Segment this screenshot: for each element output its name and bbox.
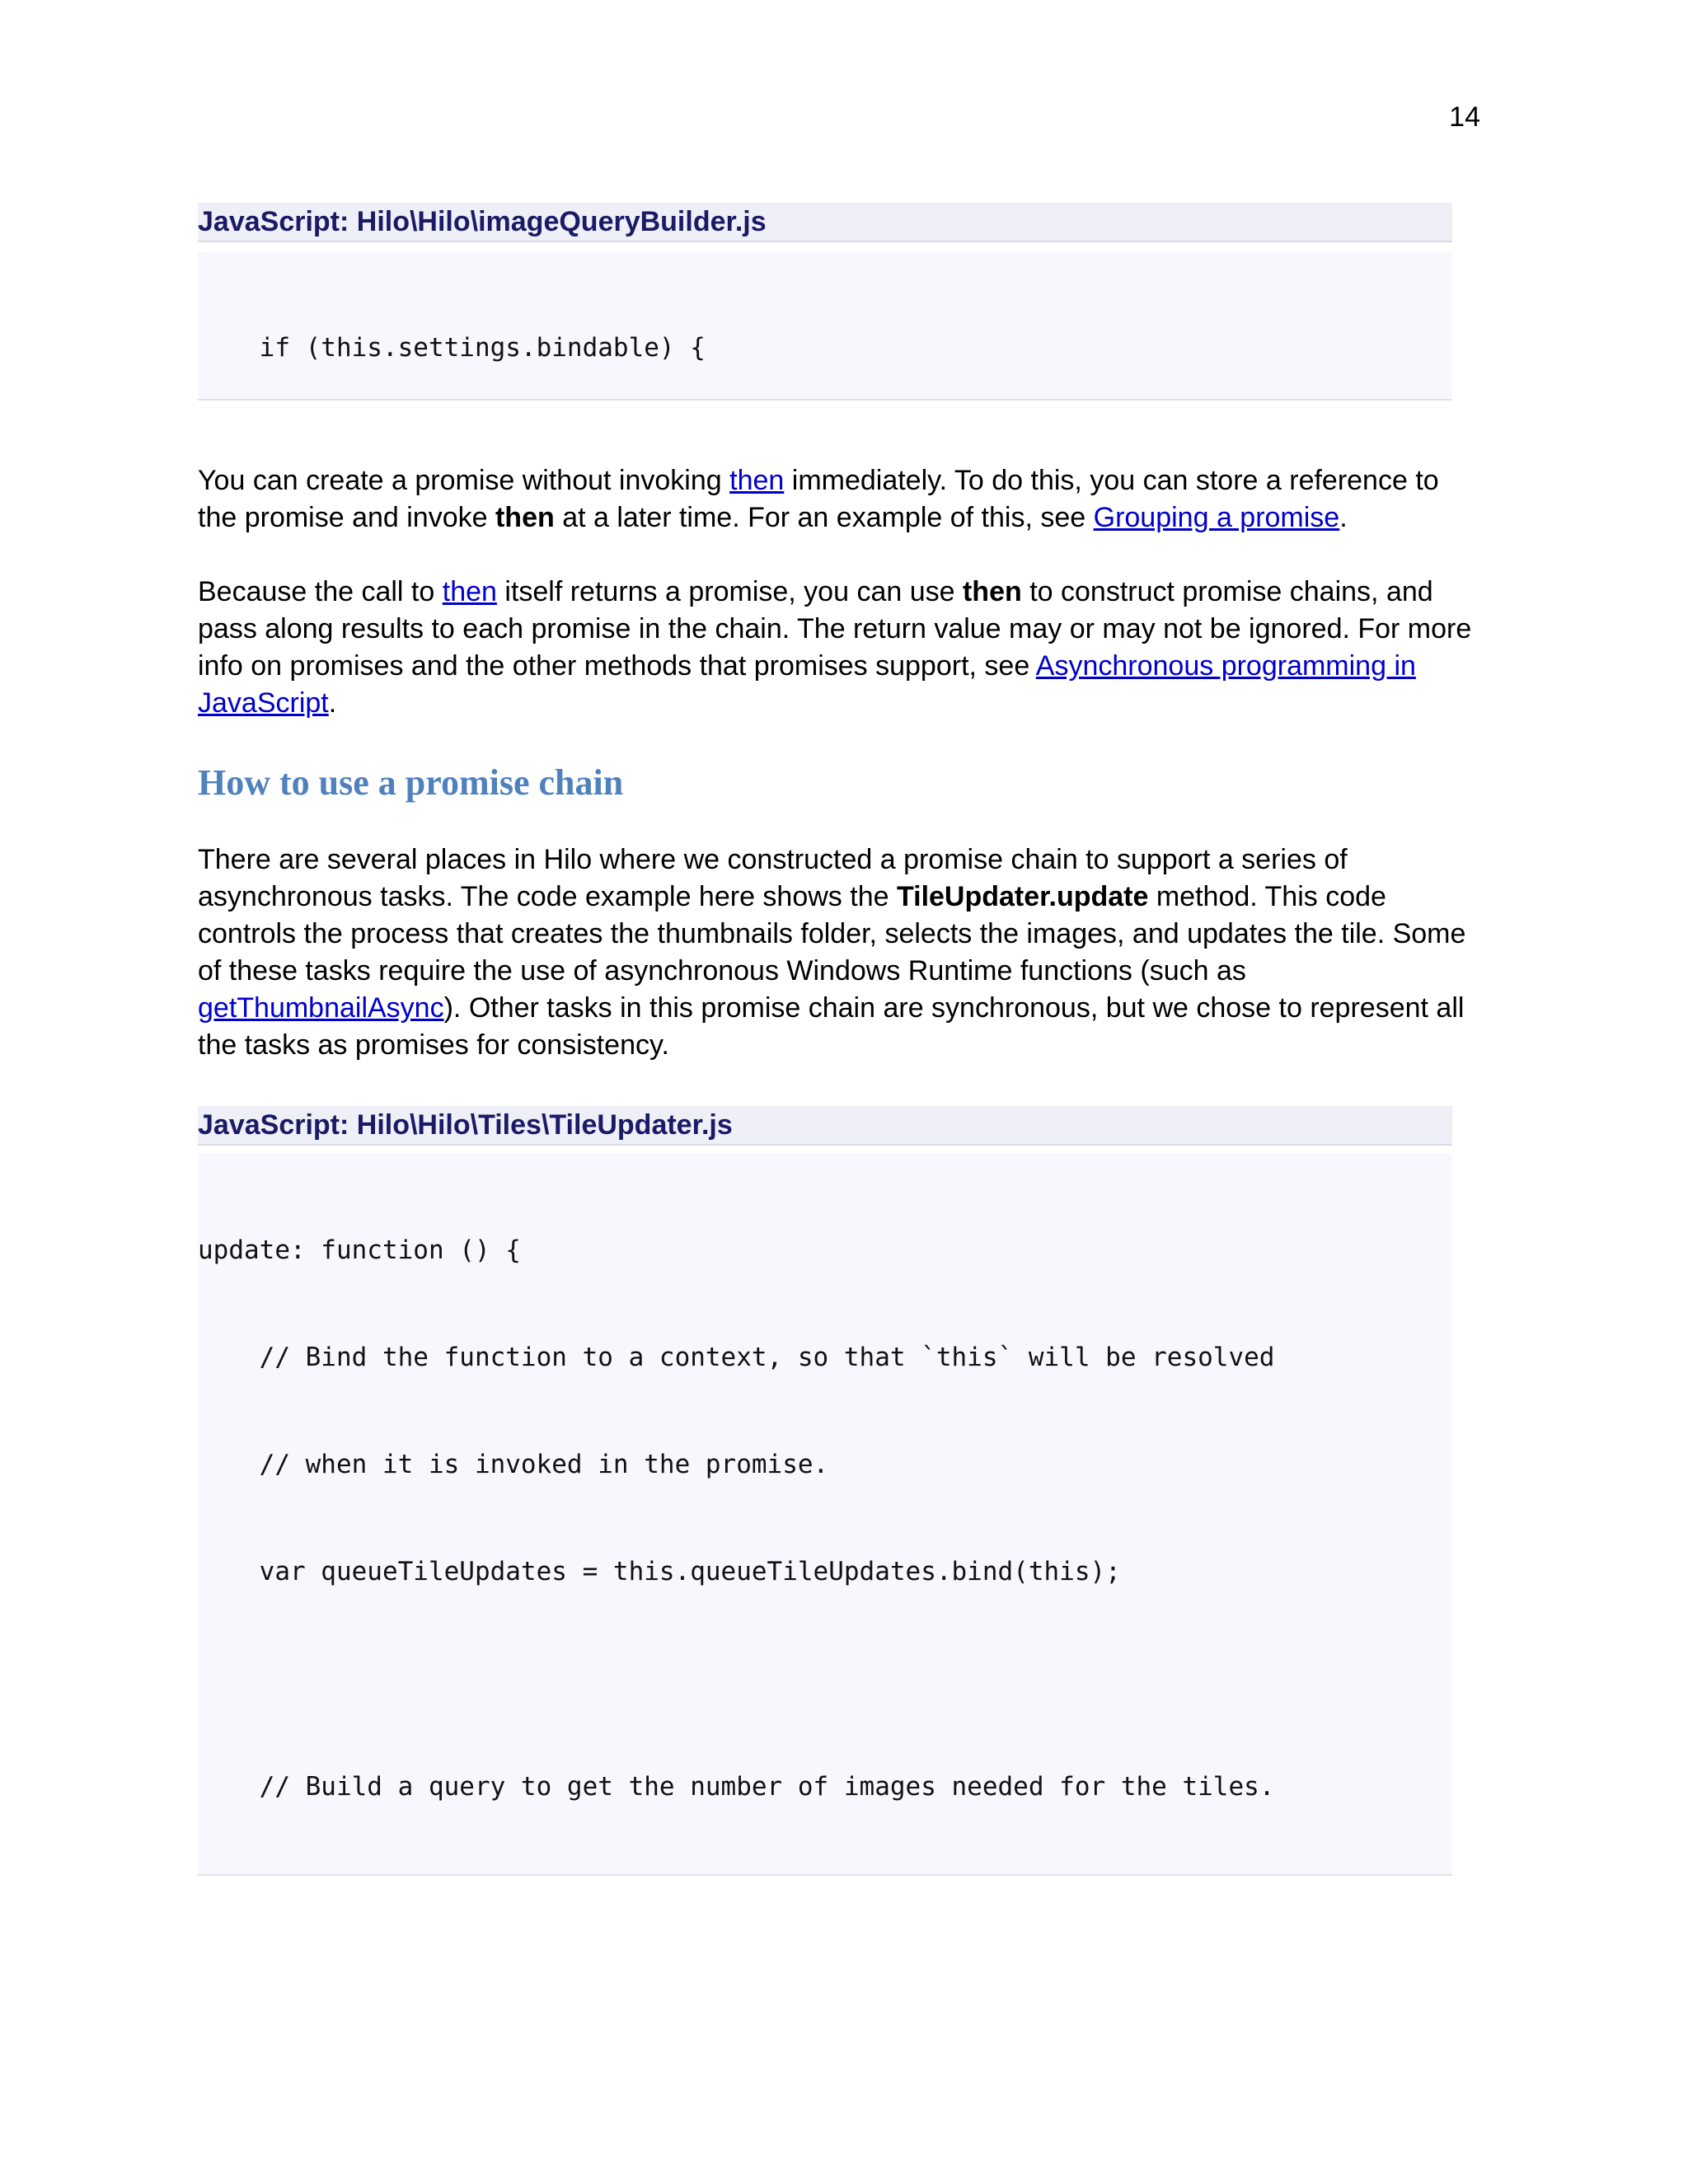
code-caption-image-query-builder: JavaScript: Hilo\Hilo\imageQueryBuilder.js — [198, 203, 1452, 242]
page-number: 14 — [1449, 101, 1480, 133]
code-line — [198, 1662, 1452, 1698]
text-run: You can create a promise without invoking — [198, 465, 730, 496]
code-caption-tile-updater: JavaScript: Hilo\Hilo\Tiles\TileUpdater.js — [198, 1106, 1452, 1146]
link-then[interactable]: then — [442, 576, 497, 607]
bold-then: then — [495, 502, 555, 533]
link-grouping-a-promise[interactable]: Grouping a promise — [1093, 502, 1340, 533]
text-run: to construct promise chains, and pass along results to each promise in the chain. The return value may or may not be ignored. For more info on promises and the other methods that promises support, see — [198, 576, 1472, 682]
bold-tileupdater-update: TileUpdater.update — [896, 881, 1149, 912]
code-line: if (this.settings.bindable) { — [198, 332, 706, 363]
paragraph-promise-chains — [198, 574, 1484, 722]
text-run: at a later time. For an example of this, see — [554, 502, 1094, 533]
link-then[interactable]: then — [729, 465, 785, 496]
code-block-tile-updater — [198, 1154, 1452, 1876]
section-heading: How to use a promise chain — [198, 762, 624, 803]
paragraph-promise-chain-hilo — [198, 841, 1484, 1064]
text-run: . — [1339, 502, 1348, 533]
code-line: var queueTileUpdates = this.queueTileUpdates.bind(this); — [198, 1557, 1121, 1587]
text-run: Because the call to — [198, 576, 443, 607]
text-run: itself returns a promise, you can use — [496, 576, 963, 607]
code-line: // Build a query to get the number of images needed for the tiles. — [198, 1771, 1275, 1802]
link-getthumbnailasync[interactable]: getThumbnailAsync — [198, 992, 444, 1024]
code-line: // when it is invoked in the promise. — [198, 1450, 829, 1480]
code-block-image-query-builder — [198, 252, 1452, 401]
link-asynchronous-programming[interactable]: Asynchronous programming in JavaScript — [198, 650, 1416, 719]
paragraph-promise-without-then — [198, 462, 1467, 537]
text-run: method. This code controls the process that creates the thumbnails folder, selects the images, and updates the tile. Some of these tasks require the use of asynchronous Windows Runtime functions (such as — [198, 881, 1466, 987]
code-line: // Bind the function to a context, so that `this` will be resolved — [198, 1343, 1275, 1373]
text-run: ). Other tasks in this promise chain are synchronous, but we chose to represent all the tasks as promises for consistency. — [198, 992, 1465, 1061]
text-run: . — [328, 687, 337, 719]
text-run: There are several places in Hilo where we constructed a promise chain to support a series of asynchronous tasks. The code example here shows the — [198, 844, 1348, 912]
text-run: immediately. To do this, you can store a reference to the promise and invoke — [198, 465, 1439, 533]
bold-then: then — [962, 576, 1022, 607]
code-line: update: function () { — [198, 1235, 521, 1265]
